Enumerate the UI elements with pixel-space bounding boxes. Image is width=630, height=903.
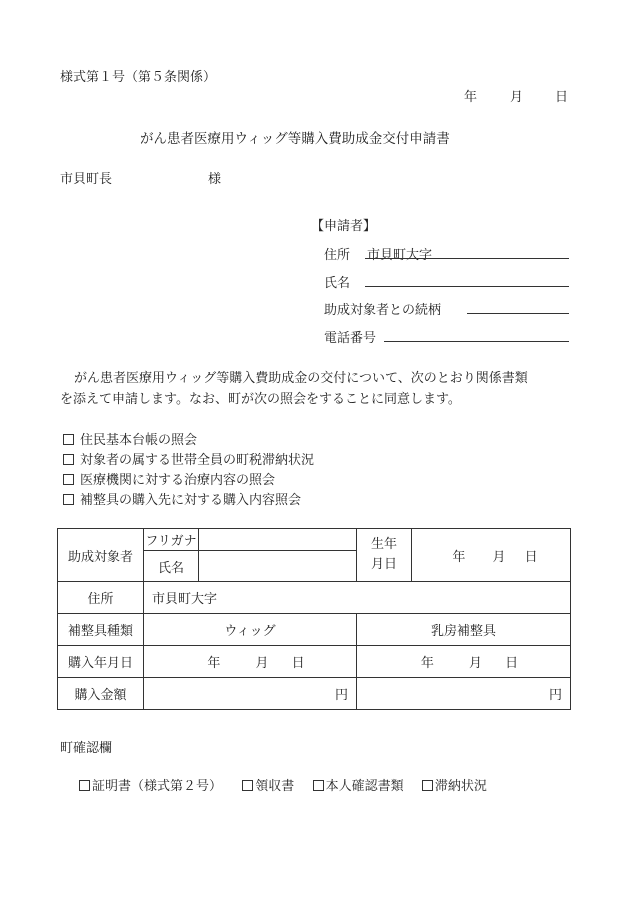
purchase-year: 年 (207, 656, 221, 671)
applicant-address-value[interactable]: 市貝町大字 (367, 248, 433, 263)
applicant-relation-field[interactable] (467, 313, 569, 314)
subject-label: 助成対象者 (58, 529, 144, 582)
applicant-phone-label: 電話番号 (324, 331, 377, 346)
confirmation-label: 証明書（様式第２号） (92, 779, 223, 794)
confirmation-label: 領収書 (255, 779, 295, 794)
body-line-2: を添えて申請します。なお、町が次の照会をすることに同意します。 (60, 392, 461, 407)
confirmation-item[interactable] (242, 779, 294, 794)
checkbox-icon[interactable] (63, 454, 74, 465)
purchase-day: 日 (505, 656, 519, 671)
date-month: 月 (510, 90, 524, 105)
confirmation-heading: 町確認欄 (60, 741, 113, 756)
applicant-relation-label: 助成対象者との続柄 (324, 303, 442, 318)
birth-month: 月 (492, 549, 506, 565)
subsidy-table (57, 528, 571, 710)
amount-label: 購入金額 (58, 678, 144, 710)
consent-item[interactable] (63, 489, 301, 508)
consent-label: 住民基本台帳の照会 (80, 433, 198, 448)
confirmation-item[interactable] (422, 779, 487, 794)
device-type-label: 補整具種類 (58, 614, 144, 646)
checkbox-icon[interactable] (63, 434, 74, 445)
confirmation-item[interactable] (79, 779, 222, 794)
birth-date-field[interactable] (412, 529, 571, 582)
device-wig: ウィッグ (144, 614, 357, 646)
purchase-month: 月 (468, 656, 482, 671)
consent-label: 医療機関に対する治療内容の照会 (80, 473, 276, 488)
applicant-name-label: 氏名 (324, 276, 351, 291)
date-day: 日 (555, 90, 569, 105)
birth-year: 年 (452, 549, 466, 565)
purchase-month: 月 (255, 656, 269, 671)
amount-breast[interactable]: 円 (357, 678, 571, 710)
address-value[interactable]: 市貝町大字 (144, 582, 571, 614)
confirmation-label: 本人確認書類 (325, 779, 404, 794)
checkbox-icon[interactable] (422, 780, 433, 791)
furigana-field[interactable] (199, 529, 357, 551)
purchase-date-label: 購入年月日 (58, 646, 144, 678)
amount-wig[interactable]: 円 (144, 678, 357, 710)
document-title: がん患者医療用ウィッグ等購入費助成金交付申請書 (140, 131, 450, 147)
body-line-1: がん患者医療用ウィッグ等購入費助成金の交付について、次のとおり関係書類 (74, 371, 528, 386)
date-year: 年 (464, 90, 478, 105)
furigana-label: フリガナ (144, 529, 199, 551)
applicant-name-field[interactable] (365, 286, 569, 287)
addressee-honorific: 様 (208, 172, 222, 187)
checkbox-icon[interactable] (242, 780, 253, 791)
consent-item[interactable] (63, 449, 314, 468)
birth-label (357, 529, 412, 582)
consent-label: 補整具の購入先に対する購入内容照会 (80, 493, 302, 508)
purchase-year: 年 (420, 656, 434, 671)
name-field[interactable] (199, 551, 357, 582)
consent-item[interactable] (63, 429, 197, 448)
applicant-address-label: 住所 (324, 248, 351, 263)
device-breast: 乳房補整具 (357, 614, 571, 646)
birth-label-line1: 生年 (370, 537, 397, 552)
confirmation-label: 滞納状況 (434, 779, 487, 794)
checkbox-icon[interactable] (63, 474, 74, 485)
form-number: 様式第１号（第５条関係） (60, 70, 217, 85)
checkbox-icon[interactable] (313, 780, 324, 791)
address-label: 住所 (58, 582, 144, 614)
purchase-day: 日 (291, 656, 305, 671)
confirmation-item[interactable] (313, 779, 404, 794)
checkbox-icon[interactable] (79, 780, 90, 791)
consent-item[interactable] (63, 469, 275, 488)
applicant-address-underline (365, 258, 569, 259)
purchase-date-breast[interactable] (357, 646, 571, 678)
applicant-phone-field[interactable] (384, 341, 569, 342)
confirmation-items (79, 775, 487, 794)
consent-label: 対象者の属する世帯全員の町税滞納状況 (80, 453, 315, 468)
birth-day: 日 (524, 549, 538, 565)
applicant-heading: 【申請者】 (311, 219, 377, 234)
checkbox-icon[interactable] (63, 494, 74, 505)
birth-label-line2: 月日 (370, 557, 397, 572)
addressee-name: 市貝町長 (60, 172, 113, 187)
name-label: 氏名 (144, 551, 199, 582)
purchase-date-wig[interactable] (144, 646, 357, 678)
